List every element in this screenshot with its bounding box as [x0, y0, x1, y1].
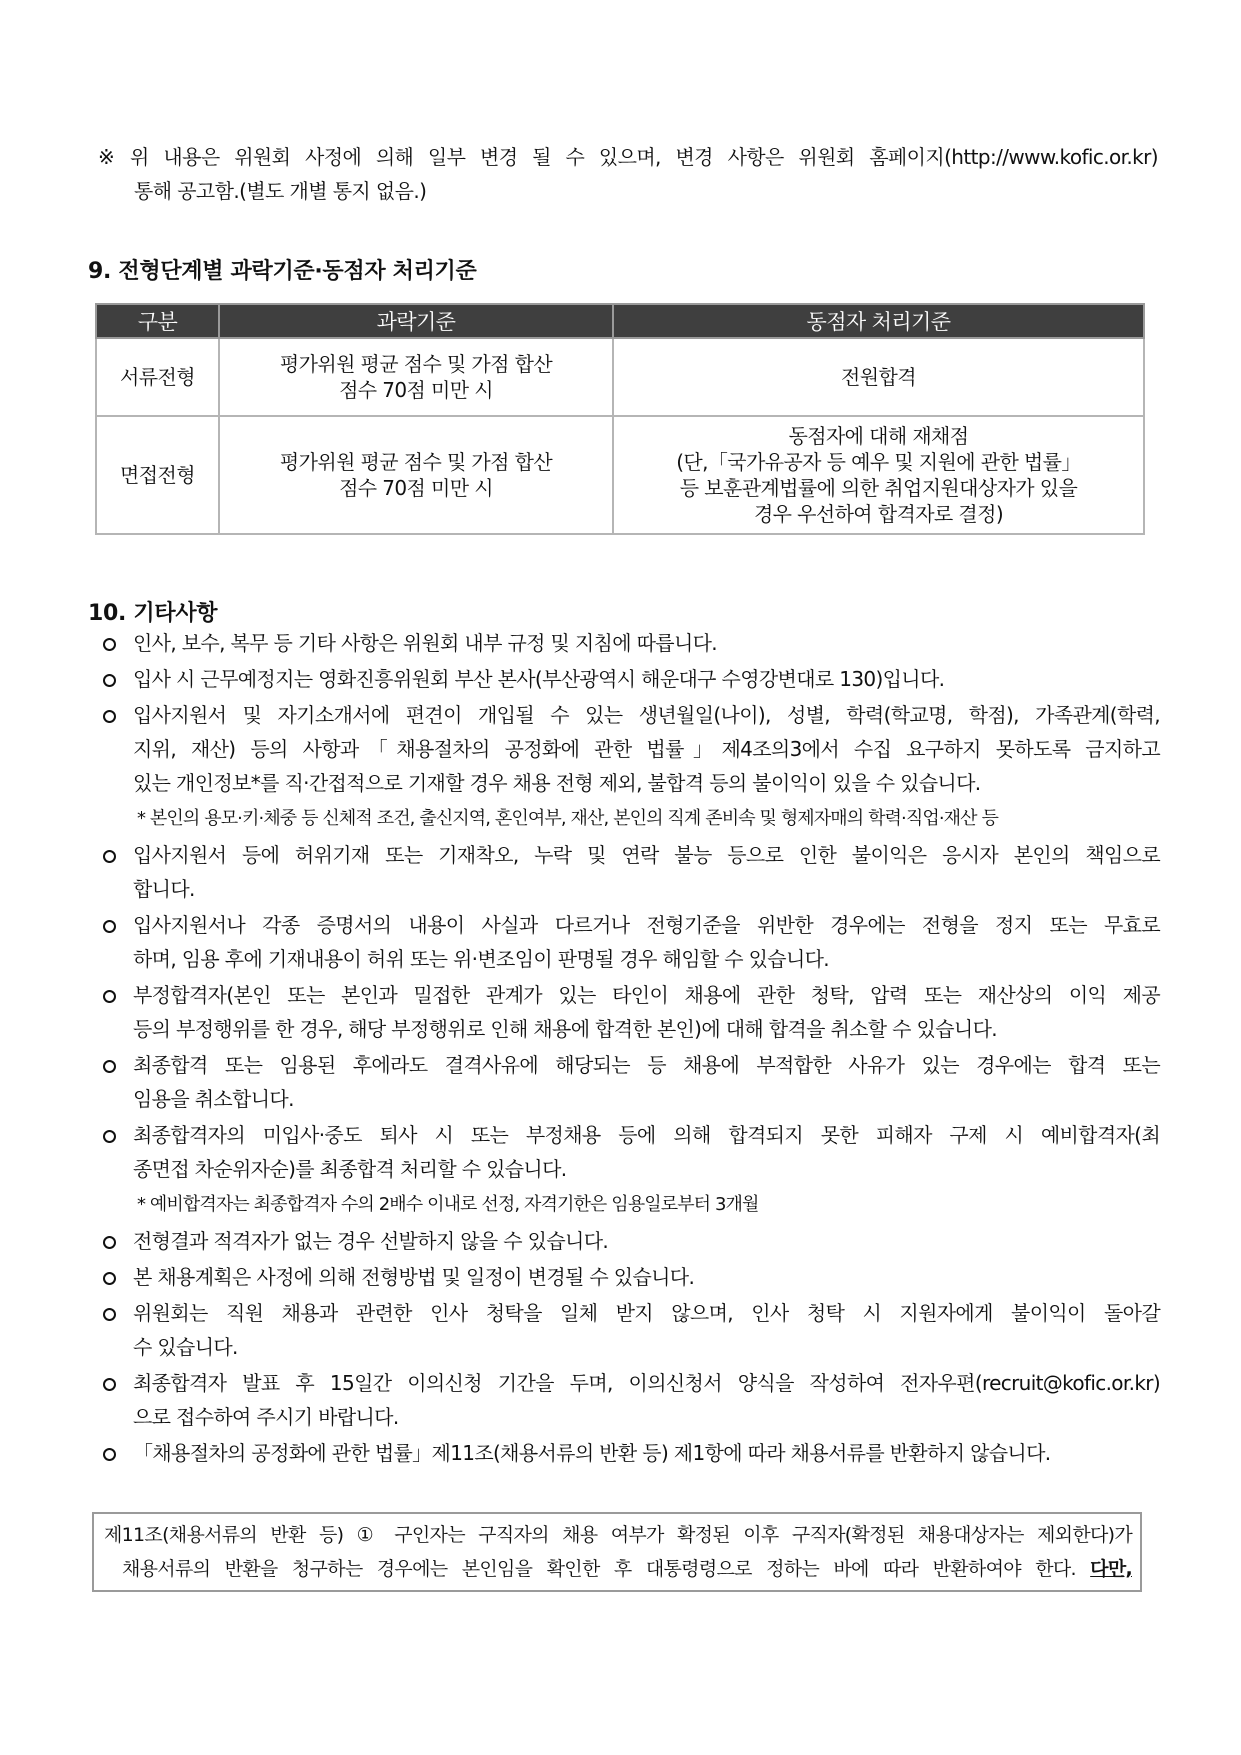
circle-bullet-icon — [103, 1272, 116, 1285]
list-item: 인사, 보수, 복무 등 기타 사항은 위원회 내부 규정 및 지침에 따릅니다. — [100, 626, 1160, 660]
circle-bullet-icon — [103, 1060, 116, 1073]
circle-bullet-icon — [103, 638, 116, 651]
list-item: 위원회는 직원 채용과 관련한 인사 청탁을 일체 받지 않으며, 인사 청탁 시 지원자에게 불이익이 돌아갈 수 있습니다. — [100, 1296, 1160, 1364]
footnote: * 본인의 용모·키·체중 등 신체적 조건, 출신지역, 혼인여부, 재산, 본인의 직계 존비속 및 형제자매의 학력·직업·재산 등 — [137, 808, 998, 829]
circle-bullet-icon — [103, 1448, 116, 1461]
criteria-table — [95, 303, 1145, 535]
circle-bullet-icon — [103, 674, 116, 687]
circle-bullet-icon — [103, 1378, 116, 1391]
circle-bullet-icon — [103, 990, 116, 1003]
circle-bullet-icon — [103, 1236, 116, 1249]
tie-line: 경우 우선하여 합격자로 결정) — [753, 502, 1004, 526]
list-item: 입사지원서 및 자기소개서에 편견이 개입될 수 있는 생년월일(나이), 성별, 학력(학교명, 학점), 가족관계(학력, 지위, 재산) 등의 사항과「채용절차의 공정화에 관한 법률」제4조의3에서 수집 요구하지 못하도록 금지하고 있는 개인정보*를 직·간접적으로 기재할 경우 채용 전형 제외, 불합격 등의 불이익이 있을 수 있습니다. — [100, 698, 1160, 800]
law-line: 제11조(채용서류의 반환 등) ① 구인자는 구직자의 채용 여부가 확정된 이후 구직자(확정된 채용대상자는 제외한다)가 — [104, 1524, 1132, 1546]
tie-line: (단,「국가유공자 등 예우 및 지원에 관한 법률」 — [676, 450, 1081, 474]
notice-line: 통해 공고함.(별도 개별 통지 없음.) — [134, 179, 427, 203]
tie-line: 등 보훈관계법률에 의한 취업지원대상자가 있을 — [679, 476, 1078, 500]
cutoff-line: 점수 70점 미만 시 — [339, 378, 493, 402]
cutoff-cell — [219, 416, 613, 534]
law-excerpt-box — [92, 1512, 1142, 1592]
table-header-row — [96, 304, 1144, 338]
header-tie-rule: 동점자 처리기준 — [613, 304, 1144, 338]
cutoff-line: 점수 70점 미만 시 — [339, 476, 493, 500]
section-10-title: 10. 기타사항 — [88, 601, 218, 626]
tie-cell — [613, 416, 1144, 534]
list-item: 전형결과 적격자가 없는 경우 선발하지 않을 수 있습니다. — [100, 1224, 1160, 1258]
list-item: 최종합격 또는 임용된 후에라도 결격사유에 해당되는 등 채용에 부적합한 사유가 있는 경우에는 합격 또는 임용을 취소합니다. — [100, 1048, 1160, 1116]
stage-cell: 면접전형 — [96, 416, 219, 534]
list-item: 최종합격자의 미입사·중도 퇴사 시 또는 부정채용 등에 의해 합격되지 못한 피해자 구제 시 예비합격자(최 종면접 차순위자순)를 최종합격 처리할 수 있습니다. — [100, 1118, 1160, 1186]
tie-cell: 전원합격 — [613, 338, 1144, 416]
section-9-title: 9. 전형단계별 과락기준·동점자 처리기준 — [88, 259, 477, 284]
reference-mark: ※ — [98, 145, 115, 169]
cutoff-line: 평가위원 평균 점수 및 가점 합산 — [279, 450, 553, 474]
list-item: 입사지원서나 각종 증명서의 내용이 사실과 다르거나 전형기준을 위반한 경우에는 전형을 정지 또는 무효로 하며, 임용 후에 기재내용이 허위 또는 위·변조임이 판명될 경우 해임할 수 있습니다. — [100, 908, 1160, 976]
stage-cell: 서류전형 — [96, 338, 219, 416]
footnote: * 예비합격자는 최종합격자 수의 2배수 이내로 선정, 자격기한은 임용일로부터 3개월 — [137, 1194, 759, 1215]
circle-bullet-icon — [103, 850, 116, 863]
header-cutoff: 과락기준 — [219, 304, 613, 338]
law-line: 채용서류의 반환을 청구하는 경우에는 본인임을 확인한 후 대통령령으로 정하는 바에 따라 반환하여야 한다. 다만, — [122, 1558, 1132, 1580]
notice-line: 위 내용은 위원회 사정에 의해 일부 변경 될 수 있으며, 변경 사항은 위원회 홈페이지(http://www.kofic.or.kr) — [130, 145, 1158, 169]
cutoff-cell — [219, 338, 613, 416]
other-items-list — [100, 626, 1160, 1472]
circle-bullet-icon — [103, 1308, 116, 1321]
circle-bullet-icon — [103, 710, 116, 723]
list-item: 본 채용계획은 사정에 의해 전형방법 및 일정이 변경될 수 있습니다. — [100, 1260, 1160, 1294]
list-item: 「채용절차의 공정화에 관한 법률」제11조(채용서류의 반환 등) 제1항에 따라 채용서류를 반환하지 않습니다. — [100, 1436, 1160, 1470]
notice — [98, 140, 1158, 208]
list-item: 입사지원서 등에 허위기재 또는 기재착오, 누락 및 연락 불능 등으로 인한 불이익은 응시자 본인의 책임으로 합니다. — [100, 838, 1160, 906]
circle-bullet-icon — [103, 1130, 116, 1143]
law-emphasis: 다만, — [1090, 1558, 1132, 1580]
cutoff-line: 평가위원 평균 점수 및 가점 합산 — [279, 352, 553, 376]
tie-line: 동점자에 대해 재채점 — [788, 424, 969, 448]
header-category: 구분 — [96, 304, 219, 338]
list-item: 입사 시 근무예정지는 영화진흥위원회 부산 본사(부산광역시 해운대구 수영강변대로 130)입니다. — [100, 662, 1160, 696]
table-row — [96, 416, 1144, 534]
table-row — [96, 338, 1144, 416]
circle-bullet-icon — [103, 920, 116, 933]
list-item: 부정합격자(본인 또는 본인과 밀접한 관계가 있는 타인이 채용에 관한 청탁, 압력 또는 재산상의 이익 제공 등의 부정행위를 한 경우, 해당 부정행위로 인해 채용에 합격한 본인)에 대해 합격을 취소할 수 있습니다. — [100, 978, 1160, 1046]
list-item: 최종합격자 발표 후 15일간 이의신청 기간을 두며, 이의신청서 양식을 작성하여 전자우편(recruit@kofic.or.kr) 으로 접수하여 주시기 바랍니다. — [100, 1366, 1160, 1434]
